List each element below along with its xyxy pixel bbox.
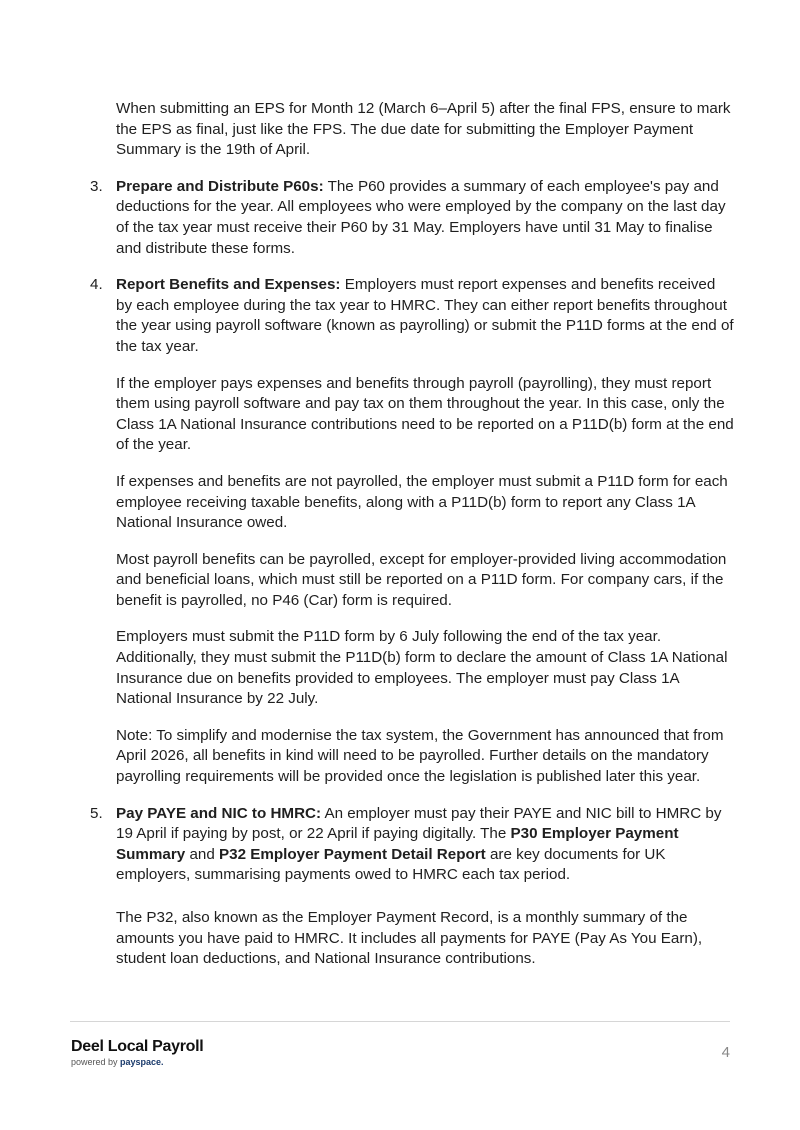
list-item-5	[90, 804, 735, 970]
brand-logo	[71, 1038, 203, 1068]
sub-paragraph: If the employer pays expenses and benefits through payroll (payrolling), they must report them using payroll software and pay tax on them throughout the year. In this case, only the Class 1A National Insurance contributions need to be reported on a P11D(b) form at the end of the year.	[116, 374, 734, 454]
sub-paragraph: Note: To simplify and modernise the tax system, the Government has announced that from April 2026, all benefits in kind will need to be payrolled. Further details on the mandatory payrolling requirements will be provided once the legislation is published later this year.	[116, 726, 724, 786]
page-number: 4	[721, 1044, 730, 1061]
item-title: Prepare and Distribute P60s:	[116, 177, 324, 195]
list-number: 3.	[90, 177, 103, 195]
document-body	[90, 99, 735, 986]
footer-divider	[70, 1021, 730, 1022]
list-item-3	[90, 177, 735, 259]
sub-paragraph: If expenses and benefits are not payrolled, the employer must submit a P11D form for each employee receiving taxable benefits, along with a P11D(b) form to report any Class 1A National Insurance owed.	[116, 472, 728, 532]
list-item-4	[90, 275, 735, 787]
item-title: Pay PAYE and NIC to HMRC:	[116, 804, 322, 822]
sub-paragraph: Employers must submit the P11D form by 6 July following the end of the tax year. Additionally, they must submit the P11D(b) form to declare the amount of Class 1A National Insurance due on benefits provided to employees. The employer must pay Class 1A National Insurance by 22 July.	[116, 628, 728, 708]
list-number: 5.	[90, 804, 103, 822]
intro-paragraph: When submitting an EPS for Month 12 (March 6–April 5) after the final FPS, ensure to mark the EPS as final, just like the FPS. The due date for submitting the Employer Payment Summary is the 19th of April.	[116, 100, 731, 159]
brand-name: Deel Local Payroll	[71, 1038, 204, 1055]
sub-paragraph: Most payroll benefits can be payrolled, except for employer-provided living accommodation and beneficial loans, which must still be reported on a P11D form. For company cars, if the benefit is payrolled, no P46 (Car) form is required.	[116, 550, 727, 609]
list-item-text: Prepare and Distribute P60s: The P60 provides a summary of each employee's pay and deductions for the year. All employees who were employed by the company on the last day of the tax year must receive their P60 by 31 May. Employers have until 31 May to finalise and distribute these forms.	[116, 177, 726, 257]
bold-term: P30 Employer Payment Summary	[116, 825, 679, 863]
bold-term: P32 Employer Payment Detail Report	[219, 845, 486, 863]
list-item-text: Report Benefits and Expenses: Employers must report expenses and benefits received by each employee during the tax year to HMRC. They can either report benefits throughout the year using payroll software (known as payrolling) or submit the P11D forms at the end of the tax year.	[116, 276, 734, 355]
list-number: 4.	[90, 276, 103, 294]
brand-tagline: powered by payspace.	[71, 1057, 164, 1067]
item-title: Report Benefits and Expenses:	[116, 276, 341, 294]
sub-paragraph: The P32, also known as the Employer Payment Record, is a monthly summary of the amounts you have paid to HMRC. It includes all payments for PAYE (Pay As You Earn), student loan deductions, and National Insurance contributions.	[116, 909, 703, 968]
list-item-text: Pay PAYE and NIC to HMRC: An employer must pay their PAYE and NIC bill to HMRC by 19 April if paying by post, or 22 April if paying digitally. The P30 Employer Payment Summary and P32 Employer Payment Detail Report are key documents for UK employers, summarising payments owed to HMRC each tax period.	[116, 804, 722, 884]
